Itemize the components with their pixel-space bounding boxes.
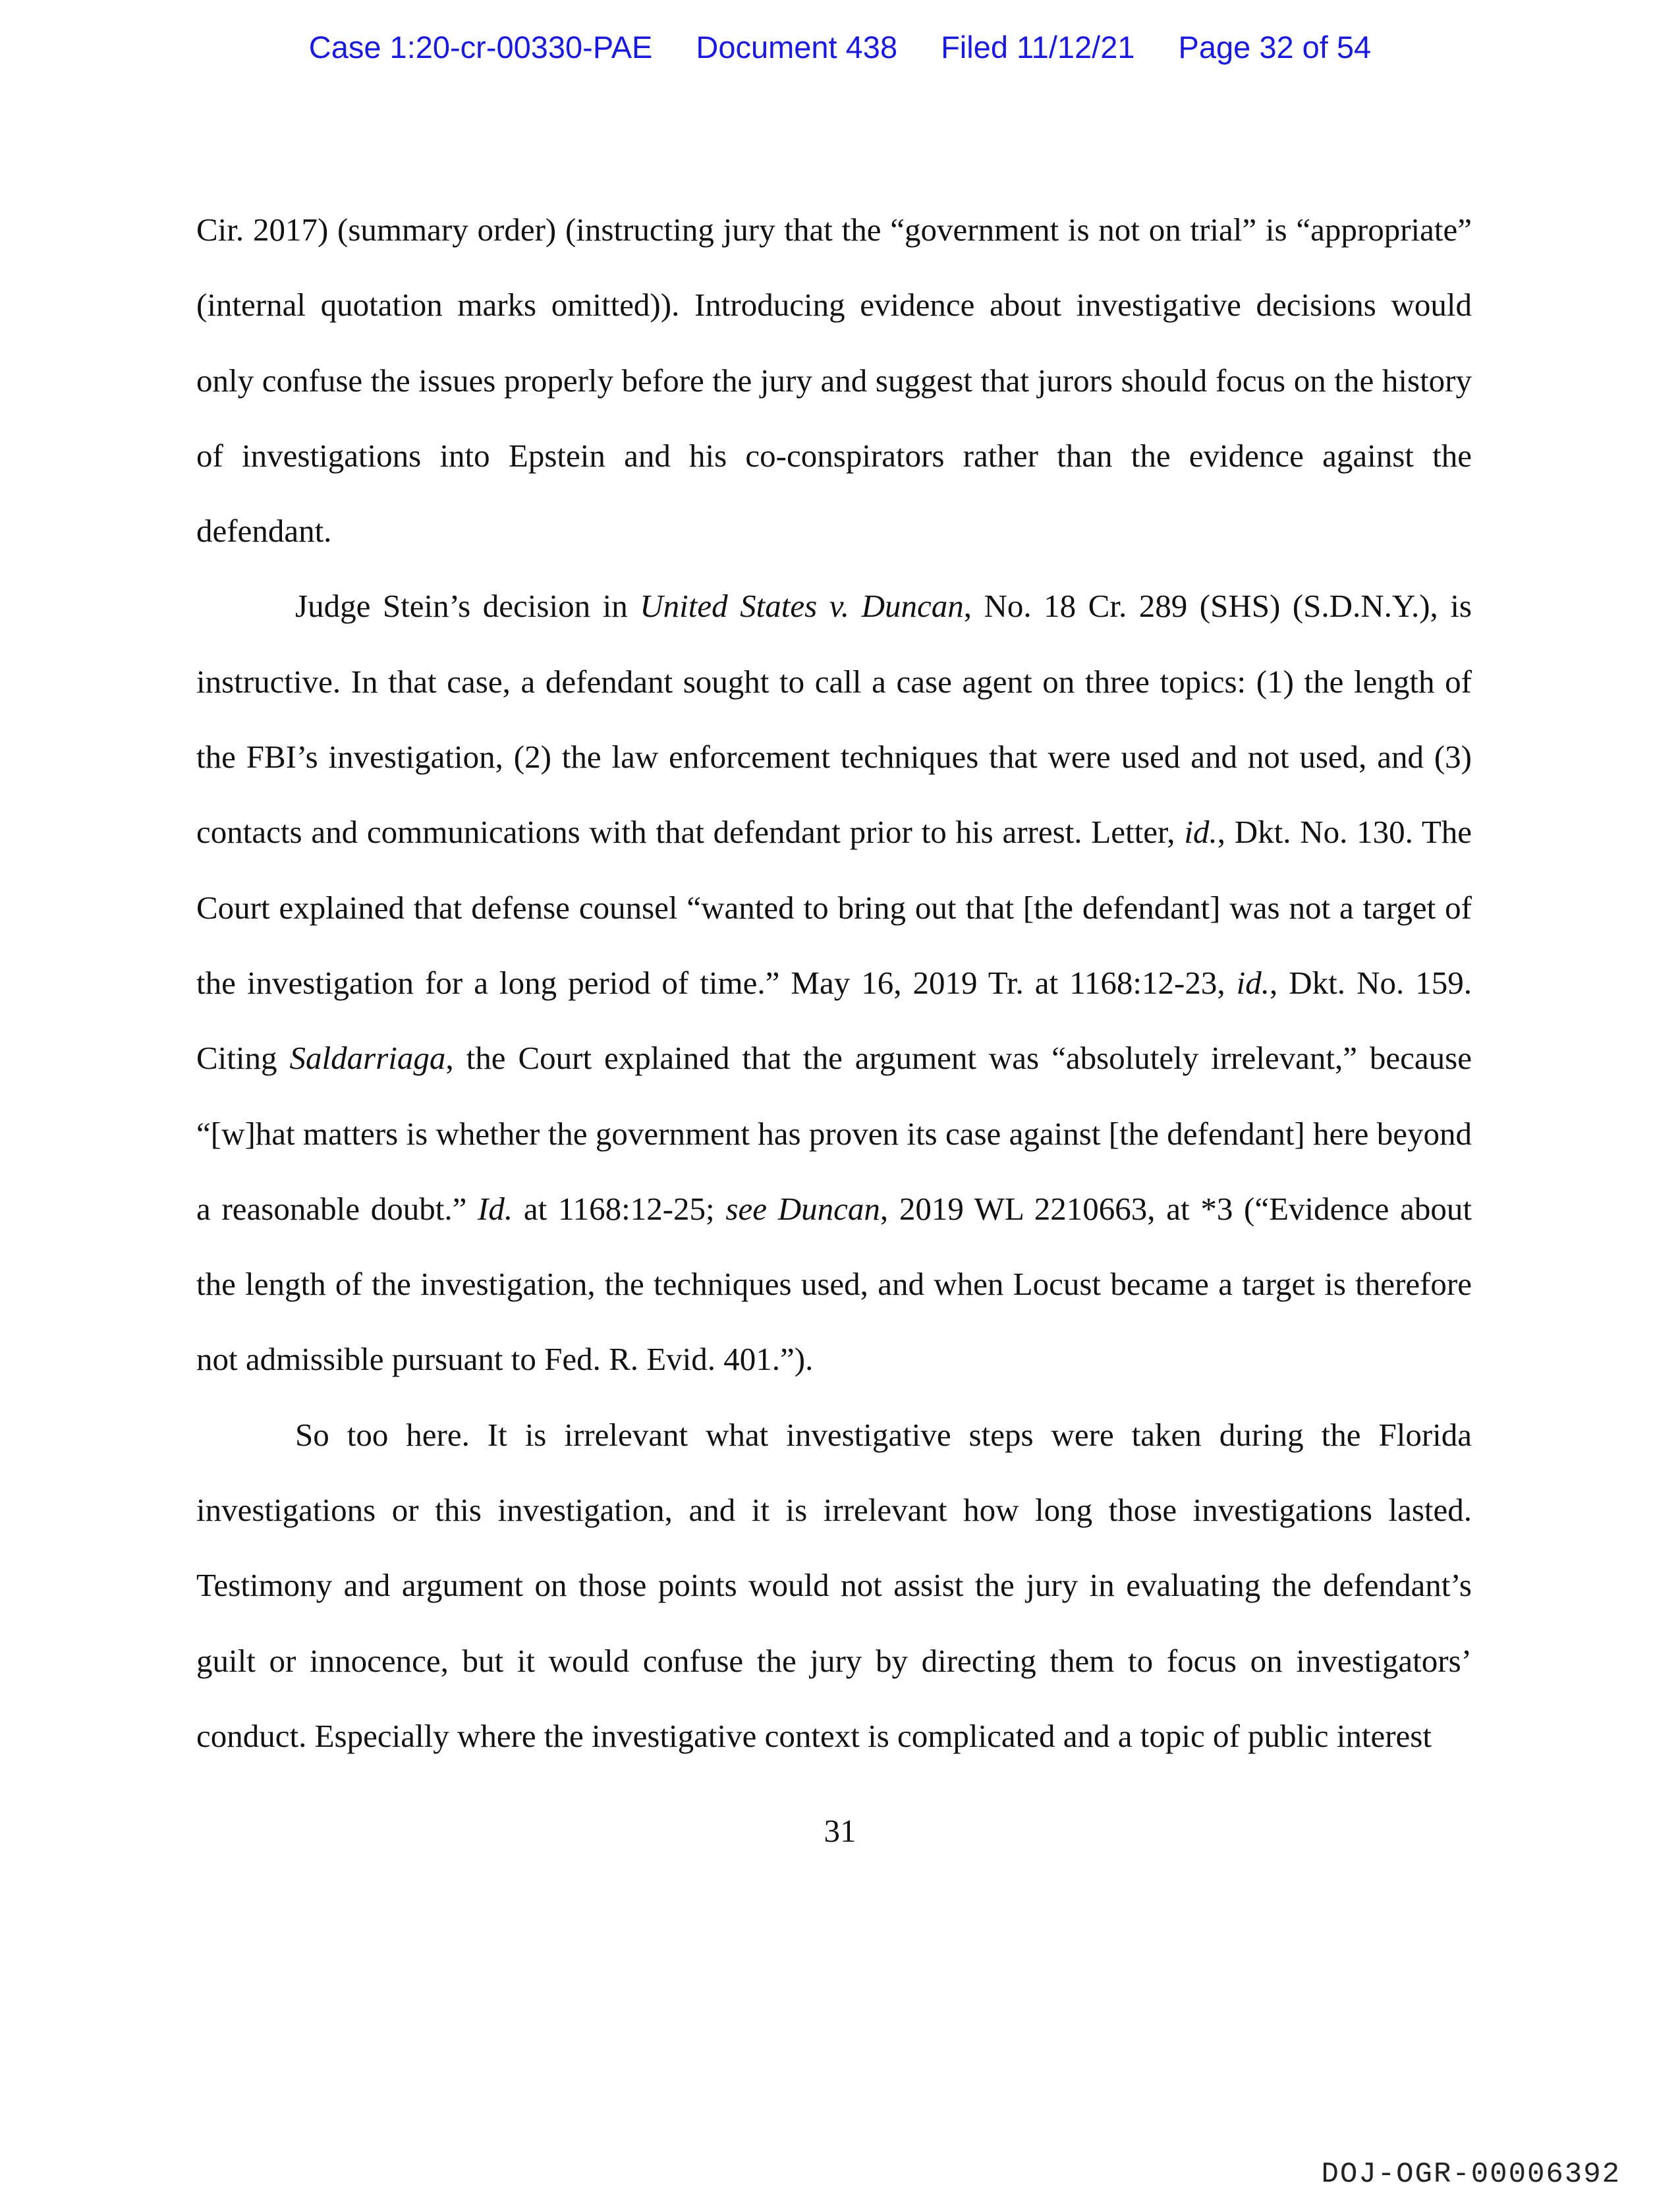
text-run: , Dkt. No. 159. Citing xyxy=(196,964,1472,1077)
text-run: So too here. It is irrelevant what investigative steps were taken during the Florida investigations or this investigation, and it is irrelevant how long those investigations lasted. Testimony and argument on those points would not assist the jury in evaluating the defendant’s guilt or innocence, but it would confuse the jury by directing them to focus on investigators’ conduct. Especially where the investigative context is complicated and a topic of public interest xyxy=(196,1416,1472,1754)
text-run: Judge Stein’s decision in xyxy=(295,588,640,625)
italic-citation: Id. xyxy=(478,1190,513,1227)
ecf-header xyxy=(0,29,1680,65)
text-run: , Dkt. No. 130. The Court explained that defense counsel “wanted to bring out that [the defendant] was not a target of the investigation for a long period of time.” May 16, 2019 Tr. at 1168:12-23, xyxy=(196,814,1472,1001)
italic-citation: id. xyxy=(1236,964,1270,1001)
text-run: at 1168:12-25; xyxy=(513,1190,726,1227)
case-number: Case 1:20-cr-00330-PAE xyxy=(308,30,653,65)
text-run: , No. 18 Cr. 289 (SHS) (S.D.N.Y.), is instructive. In that case, a defendant sought to call a case agent on three topics: (1) the length of the FBI’s investigation, (2) the law enforcement techniques that were used and not used, and (3) contacts and communications with that defendant prior to his arrest. Letter, xyxy=(196,588,1472,851)
bates-number: DOJ-OGR-00006392 xyxy=(1321,2158,1621,2191)
text-run: , the Court explained that the argument was “absolutely irrelevant,” because “[w]hat matters is whether the government has proven its case against [the defendant] here beyond a reasonable doubt.” xyxy=(196,1040,1472,1227)
page-number: 31 xyxy=(824,1813,856,1849)
italic-citation: United States v. Duncan xyxy=(640,588,964,625)
italic-citation: id. xyxy=(1184,814,1218,851)
italic-citation: Saldarriaga xyxy=(289,1040,446,1077)
document-body xyxy=(196,192,1472,1774)
paragraph xyxy=(196,192,1472,569)
text-run: , 2019 WL 2210663, at *3 (“Evidence about the length of the investigation, the techniques used, and when Locust became a target is therefore not admissible pursuant to Fed. R. Evid. 401.”). xyxy=(196,1190,1472,1378)
document-number: Document 438 xyxy=(696,30,898,65)
filed-date: Filed 11/12/21 xyxy=(941,30,1135,65)
page-count: Page 32 of 54 xyxy=(1178,30,1372,65)
italic-citation: see Duncan xyxy=(725,1190,880,1227)
paragraph xyxy=(196,569,1472,1397)
paragraph xyxy=(196,1398,1472,1774)
text-run: Cir. 2017) (summary order) (instructing jury that the “government is not on trial” is “appropriate” (internal quotation marks omitted)). Introducing evidence about investigative decisions would only confuse the issues properly before the jury and suggest that jurors should focus on the history of investigations into Epstein and his co-conspirators rather than the evidence against the defendant. xyxy=(196,212,1472,550)
